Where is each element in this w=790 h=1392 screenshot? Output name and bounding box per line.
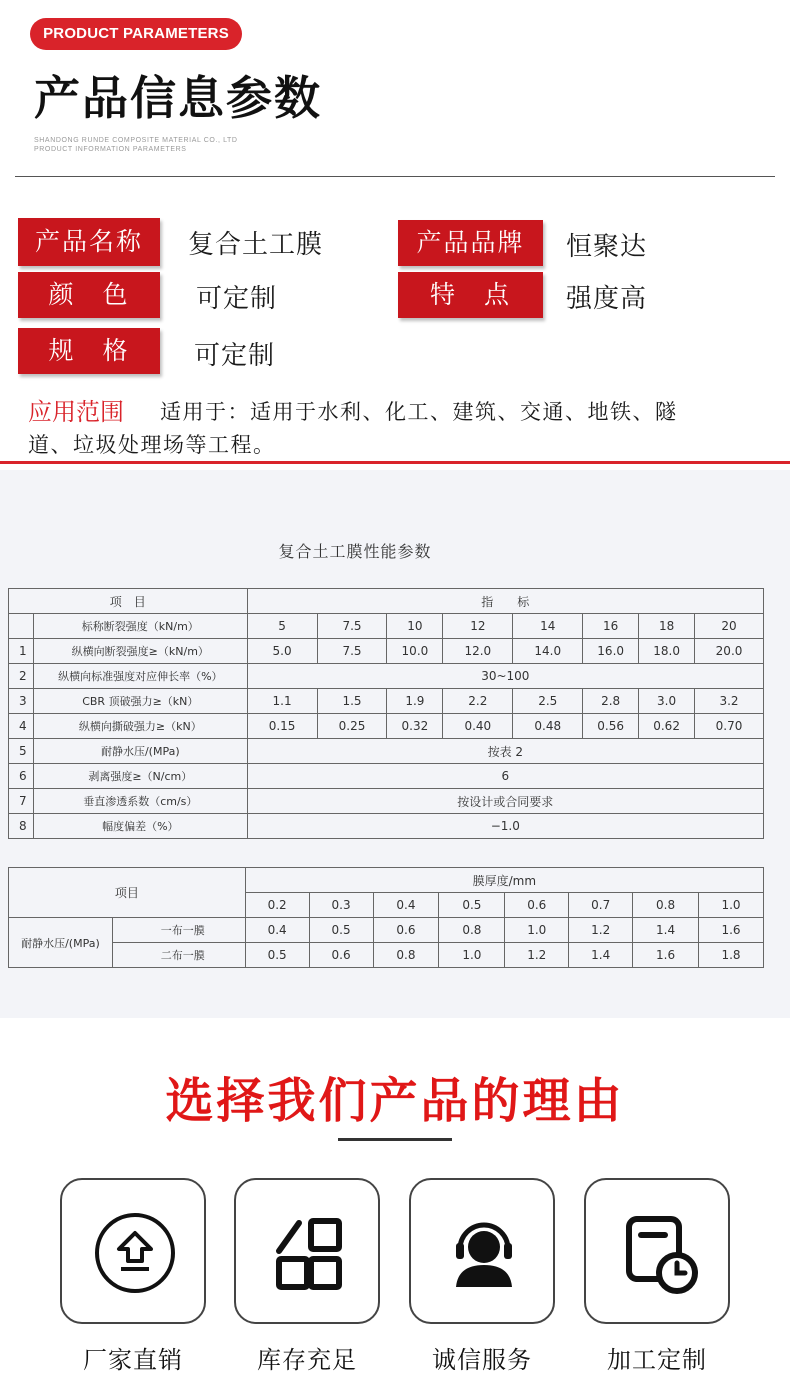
cell: 10 <box>387 614 443 639</box>
cell: 1.2 <box>505 943 569 968</box>
cell: 5 <box>247 614 317 639</box>
cell: 1.8 <box>699 943 764 968</box>
reason-card-direct-sales <box>60 1178 206 1324</box>
spec-label: 规 格 <box>18 328 160 374</box>
cell-span: −1.0 <box>247 814 763 839</box>
product-name-label: 产品名称 <box>18 218 160 266</box>
cell: 2.5 <box>513 689 583 714</box>
group-label: 耐静水压/(MPa) <box>9 918 113 968</box>
cell: 0.62 <box>639 714 695 739</box>
cell: 7.5 <box>317 614 387 639</box>
cell: 14 <box>513 614 583 639</box>
section-subtitle: PRODUCT INFORMATION PARAMETERS <box>34 146 187 153</box>
row-number: 2 <box>9 664 34 689</box>
table-header-row <box>9 589 764 614</box>
reason-card-service <box>409 1178 555 1324</box>
row-name: 二布一膜 <box>112 943 245 968</box>
cell: 0.5 <box>245 943 309 968</box>
document-clock-icon <box>609 1203 709 1303</box>
cell: 1.2 <box>569 918 633 943</box>
cell: 0.40 <box>443 714 513 739</box>
company-subtitle: SHANDONG RUNDE COMPOSITE MATERIAL CO., LTD <box>34 137 238 144</box>
application-text-continued: 道、垃圾处理场等工程。 <box>28 433 276 457</box>
cell: 0.7 <box>569 893 633 918</box>
row-number: 4 <box>9 714 34 739</box>
cell: 0.6 <box>505 893 569 918</box>
row-name: 垂直渗透系数（cm/s） <box>33 789 247 814</box>
cell: 0.32 <box>387 714 443 739</box>
table-header-row <box>9 868 764 893</box>
row-number <box>9 614 34 639</box>
cell: 2.2 <box>443 689 513 714</box>
reason-label-customization: 加工定制 <box>607 1346 707 1374</box>
cell: 0.3 <box>309 893 373 918</box>
table-row <box>9 764 764 789</box>
cell-span: 按设计或合同要求 <box>247 789 763 814</box>
application-text: 适用于：适用于水利、化工、建筑、交通、地铁、隧 <box>160 400 678 424</box>
row-name: 纵横向断裂强度≥（kN/m） <box>33 639 247 664</box>
hydrostatic-pressure-table <box>8 867 764 968</box>
grid-apps-icon <box>259 1203 359 1303</box>
product-brand-label: 产品品牌 <box>398 220 543 266</box>
cell: 0.56 <box>583 714 639 739</box>
reasons-underline <box>338 1138 452 1141</box>
color-label: 颜 色 <box>18 272 160 318</box>
cell: 1.0 <box>439 943 505 968</box>
cell: 1.6 <box>633 943 699 968</box>
cell: 20 <box>695 614 764 639</box>
header-item: 项 目 <box>9 589 248 614</box>
cell: 16 <box>583 614 639 639</box>
color-value: 可定制 <box>196 284 278 314</box>
cell: 3.0 <box>639 689 695 714</box>
cell: 18.0 <box>639 639 695 664</box>
cell-span: 按表 2 <box>247 739 763 764</box>
reasons-title: 选择我们产品的理由 <box>165 1073 625 1129</box>
cell: 0.8 <box>373 943 439 968</box>
table-row <box>9 614 764 639</box>
row-number: 3 <box>9 689 34 714</box>
upload-circle-icon <box>85 1203 185 1303</box>
cell: 0.15 <box>247 714 317 739</box>
cell: 2.8 <box>583 689 639 714</box>
cell: 0.4 <box>245 918 309 943</box>
cell: 1.0 <box>505 918 569 943</box>
spec-table-title: 复合土工膜性能参数 <box>278 542 432 561</box>
table-row <box>9 918 764 943</box>
cell: 1.1 <box>247 689 317 714</box>
row-number: 6 <box>9 764 34 789</box>
cell-span: 6 <box>247 764 763 789</box>
table-row <box>9 714 764 739</box>
row-name: 标称断裂强度（kN/m） <box>33 614 247 639</box>
table-row <box>9 789 764 814</box>
reason-label-stock: 库存充足 <box>257 1346 357 1374</box>
product-brand-value: 恒聚达 <box>566 232 648 262</box>
cell: 0.48 <box>513 714 583 739</box>
cell: 0.4 <box>373 893 439 918</box>
product-name-value: 复合土工膜 <box>188 230 324 260</box>
cell: 0.6 <box>373 918 439 943</box>
reason-card-customization <box>584 1178 730 1324</box>
cell-span: 30~100 <box>247 664 763 689</box>
cell: 12 <box>443 614 513 639</box>
row-name: 幅度偏差（%） <box>33 814 247 839</box>
row-number: 7 <box>9 789 34 814</box>
cell: 0.70 <box>695 714 764 739</box>
cell: 1.5 <box>317 689 387 714</box>
table-row <box>9 639 764 664</box>
cell: 10.0 <box>387 639 443 664</box>
row-name: 一布一膜 <box>112 918 245 943</box>
table-row <box>9 739 764 764</box>
row-number: 5 <box>9 739 34 764</box>
row-name: CBR 顶破强力≥（kN） <box>33 689 247 714</box>
spec-value: 可定制 <box>194 341 276 371</box>
table-row <box>9 664 764 689</box>
reason-label-direct-sales: 厂家直销 <box>83 1346 183 1374</box>
cell: 18 <box>639 614 695 639</box>
cell: 3.2 <box>695 689 764 714</box>
cell: 1.4 <box>569 943 633 968</box>
cell: 1.9 <box>387 689 443 714</box>
row-number: 8 <box>9 814 34 839</box>
row-number: 1 <box>9 639 34 664</box>
header-item: 项目 <box>9 868 246 918</box>
cell: 7.5 <box>317 639 387 664</box>
section-divider <box>0 461 790 464</box>
page-title: 产品信息参数 <box>34 71 322 125</box>
table-row <box>9 943 764 968</box>
cell: 0.2 <box>245 893 309 918</box>
feature-label: 特 点 <box>398 272 543 318</box>
cell: 1.0 <box>699 893 764 918</box>
row-name: 剥离强度≥（N/cm） <box>33 764 247 789</box>
cell: 1.6 <box>699 918 764 943</box>
cell: 12.0 <box>443 639 513 664</box>
performance-table <box>8 588 764 839</box>
header-divider <box>15 176 775 177</box>
headset-agent-icon <box>434 1203 534 1303</box>
cell: 0.5 <box>309 918 373 943</box>
row-name: 纵横向标准强度对应伸长率（%） <box>33 664 247 689</box>
feature-value: 强度高 <box>566 284 648 314</box>
cell: 1.4 <box>633 918 699 943</box>
cell: 0.6 <box>309 943 373 968</box>
reason-label-service: 诚信服务 <box>432 1346 532 1374</box>
row-name: 耐静水压/(MPa) <box>33 739 247 764</box>
cell: 16.0 <box>583 639 639 664</box>
cell: 20.0 <box>695 639 764 664</box>
header-thickness: 膜厚度/mm <box>245 868 763 893</box>
cell: 0.25 <box>317 714 387 739</box>
row-name: 纵横向撕破强力≥（kN） <box>33 714 247 739</box>
cell: 5.0 <box>247 639 317 664</box>
table-row <box>9 689 764 714</box>
cell: 0.8 <box>439 918 505 943</box>
reason-card-stock <box>234 1178 380 1324</box>
header-index: 指 标 <box>247 589 763 614</box>
application-label: 应用范围 <box>28 398 124 426</box>
cell: 14.0 <box>513 639 583 664</box>
table-row <box>9 814 764 839</box>
cell: 0.5 <box>439 893 505 918</box>
cell: 0.8 <box>633 893 699 918</box>
product-parameters-badge: PRODUCT PARAMETERS <box>30 18 242 50</box>
